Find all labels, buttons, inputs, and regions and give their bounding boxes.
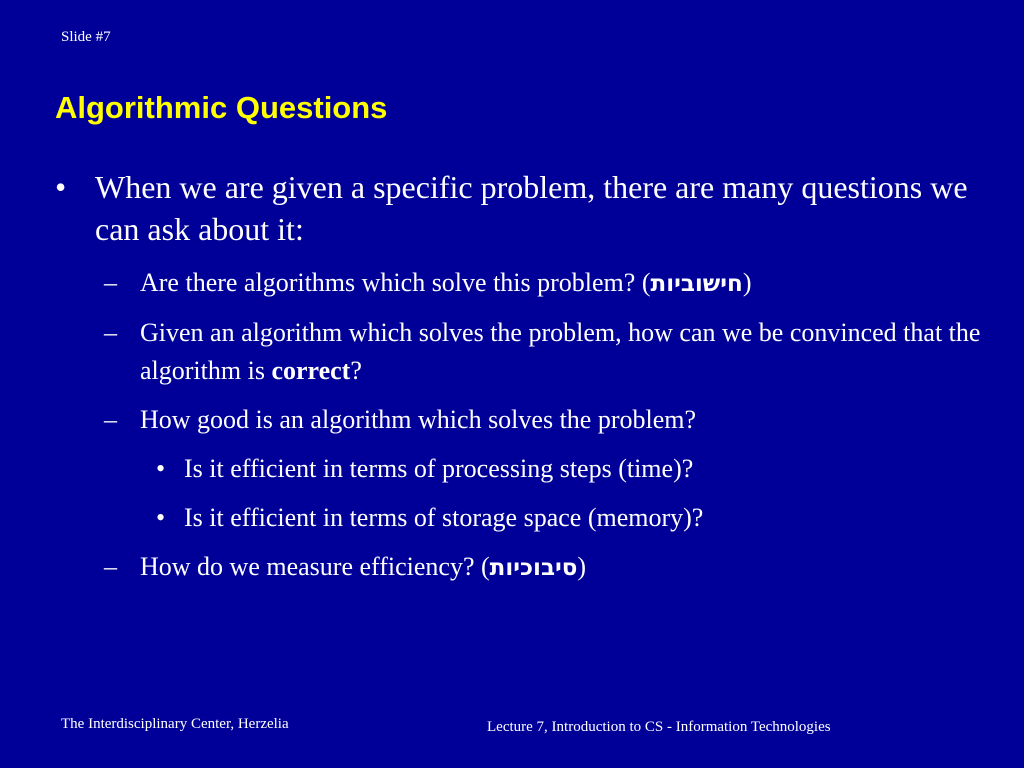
footer-lecture: Lecture 7, Introduction to CS - Information Technologies bbox=[487, 719, 831, 735]
dash-marker: – bbox=[104, 318, 117, 347]
question-item-quality bbox=[55, 401, 985, 439]
sub-bullet-marker: • bbox=[156, 503, 166, 532]
question-text: Given an algorithm which solves the problem, how can we be convinced that the algorithm is bbox=[140, 318, 981, 385]
hebrew-term-complexity: סיבוכיות bbox=[489, 555, 578, 581]
sub-question-time bbox=[55, 450, 985, 488]
question-mark: ? bbox=[350, 356, 362, 385]
dash-marker: – bbox=[104, 268, 117, 297]
question-item-existence bbox=[55, 264, 985, 303]
question-text: How do we measure efficiency? ( bbox=[140, 552, 490, 581]
question-text: Are there algorithms which solve this problem? ( bbox=[140, 268, 651, 297]
slide-body bbox=[55, 166, 985, 598]
bold-term-correct: correct bbox=[271, 356, 351, 385]
question-item-measure bbox=[55, 548, 985, 587]
main-bullet-text: When we are given a specific problem, there are many questions we can ask about it: bbox=[95, 169, 968, 247]
close-paren: ) bbox=[742, 268, 752, 297]
close-paren: ) bbox=[577, 552, 587, 581]
slide-title: Algorithmic Questions bbox=[55, 90, 388, 125]
sub-question-memory bbox=[55, 499, 985, 537]
sub-question-text: Is it efficient in terms of storage space (memory)? bbox=[184, 503, 704, 532]
footer-institution: The Interdisciplinary Center, Herzelia bbox=[61, 716, 289, 732]
dash-marker: – bbox=[104, 552, 117, 581]
sub-question-text: Is it efficient in terms of processing steps (time)? bbox=[184, 454, 694, 483]
sub-bullet-marker: • bbox=[156, 454, 166, 483]
question-item-correctness bbox=[55, 314, 985, 390]
main-bullet bbox=[55, 166, 985, 250]
bullet-marker: • bbox=[55, 169, 67, 205]
slide-number: Slide #7 bbox=[61, 29, 111, 45]
hebrew-term-computability: חישוביות bbox=[650, 271, 743, 297]
dash-marker: – bbox=[104, 405, 117, 434]
question-text: How good is an algorithm which solves the problem? bbox=[140, 405, 697, 434]
